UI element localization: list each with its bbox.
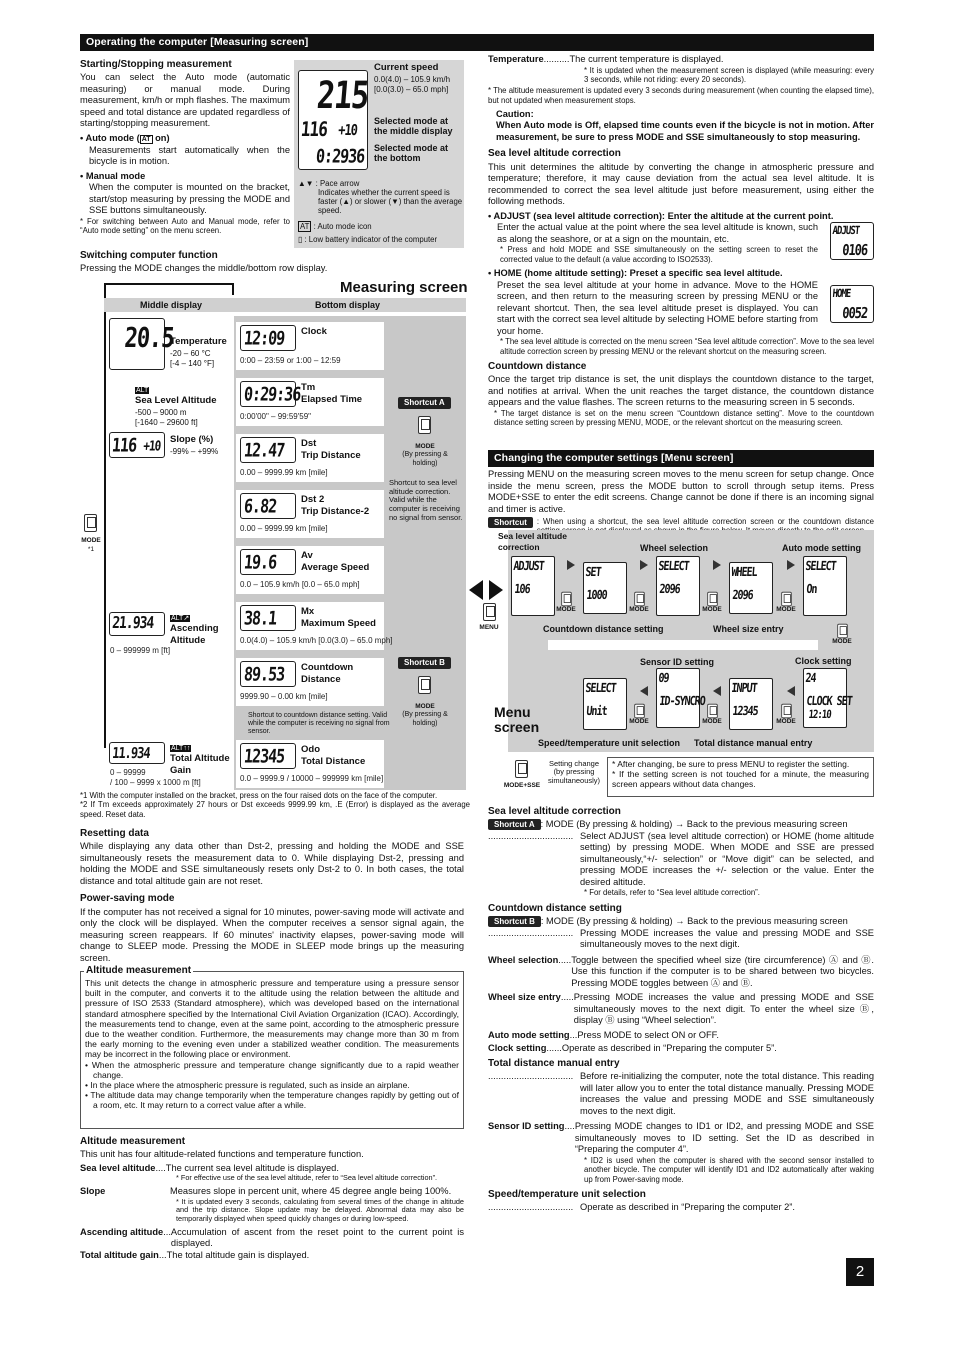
- middle-display-label: Selected mode at the middle display: [374, 116, 453, 137]
- menu-mode-label: MODE: [832, 638, 852, 645]
- start-stop-text: You can select the Auto mode (automatic measuring) or manual mode. During measurement, km/h or mph flashes. The maximum speed and total distance are updated regardless of starting/stopping measurement.: [80, 72, 290, 129]
- menu-button-label: MENU: [479, 624, 499, 631]
- bottom-item-lcd: 12:09: [240, 325, 296, 351]
- bottom-item-label: Odo Total Distance: [301, 744, 366, 767]
- auto-mode-text: Measurements start automatically when the bicycle is in motion.: [89, 144, 290, 167]
- menu-label-sla: Sea level altitude correction: [498, 531, 567, 552]
- total-gain-lcd: 11.934: [109, 742, 165, 764]
- total-gain-range2: / 100 – 9999 x 1000 m [ft]: [110, 778, 201, 787]
- bottom-item-lcd: 89.53: [240, 661, 296, 687]
- menu-arrow: [567, 560, 575, 570]
- side-mode-button[interactable]: [84, 514, 97, 532]
- start-stop-title: Starting/Stopping measurement: [80, 59, 232, 70]
- shortcut-a-note: Shortcut to sea level altitude correction. Valid while the computer is receiving no signal from sensor.: [389, 478, 463, 522]
- page-number: 2: [846, 1258, 874, 1286]
- menu-mode-label: MODE: [629, 606, 649, 613]
- slope-lcd: 116 +10: [109, 432, 165, 458]
- menu-mode-button[interactable]: [634, 592, 644, 606]
- auto-mode-title: • Auto mode ( AT on): [80, 132, 170, 143]
- temperature-item: Temperature -20 – 60 °C [-4 – 140 °F]: [170, 336, 227, 369]
- mode-button-icon-b[interactable]: [418, 676, 431, 694]
- menu-label-total-dist: Total distance manual entry: [694, 738, 813, 748]
- menu-arrow-left: [469, 580, 483, 600]
- battery-legend: ▯ : Low battery indicator of the computer: [298, 235, 438, 244]
- main-lcd: 215 116 +10 0:2936: [298, 70, 368, 170]
- menu-mode-button[interactable]: [707, 592, 717, 606]
- home-lcd: HOME 0052: [830, 285, 874, 323]
- shortcut-a-tag: Shortcut A: [398, 397, 451, 409]
- menu-flow-line: [548, 640, 818, 650]
- menu-label-sensor: Sensor ID setting: [640, 657, 715, 667]
- measuring-screen-title: Measuring screen: [340, 279, 468, 296]
- bottom-item-range: 0:00 – 23:59 or 1:00 – 12:59: [240, 356, 341, 365]
- menu-arrow: [787, 560, 795, 570]
- auto-mode-icon: AT: [141, 135, 151, 143]
- menu-mode-label: MODE: [702, 606, 722, 613]
- menu-mode-button[interactable]: [837, 624, 847, 638]
- shortcut-b-tag: Shortcut B: [398, 657, 451, 669]
- pace-arrow-legend: ▲▼ : Pace arrow Indicates whether the current speed is faster (▲) or slower (▼) than the average speed.: [298, 179, 463, 215]
- bottom-item-label: Countdown Distance: [301, 662, 354, 685]
- bottom-item-range: 0.00 – 9999.99 km [mile]: [240, 468, 328, 477]
- menu-label-wheel-sel: Wheel selection: [640, 543, 709, 553]
- altitude-box: Altitude measurement This unit detects the change in atmospheric pressure and temperature using a pressure sensor built in the computer, and converts it to the altitude using the relation between the altitude and pressure of ISO 2533 (Standard atmosphere), which was developed based on the international standard atmosphere specified by the International Civil Aviation Organization (ICAO). Accordingly, the measurements tend to change, even at the same point, according to the atmospheric pressure due to the weather condition. Furthermore, the measurements may change more than 30 m from the early morning to the evening even under a stabilized weather condition. The measurements may be incorrect in the following place or environment. • When the atmospheric pressure and temperature change significantly due to a rapid weather change. • In the place where the atmospheric pressure is regulated, such as inside an airplane. • The altitude data may change temporarily when the temperature changes rapidly by getting out of a room, etc. It may return to a correct value after a while.: [80, 971, 464, 1129]
- menu-mode-button[interactable]: [634, 704, 644, 718]
- menu-arrow-right: [489, 580, 503, 600]
- menu-mode-button[interactable]: [707, 704, 717, 718]
- section-header-measuring: Operating the computer [Measuring screen]: [80, 34, 874, 51]
- manual-mode-text: When the computer is mounted on the bracket, start/stop measuring by pressing the MODE and SSE buttons simultaneously.: [89, 182, 290, 216]
- middle-display-header: Middle display: [140, 300, 203, 310]
- menu-arrow: [640, 560, 648, 570]
- start-stop-section: [80, 54, 290, 235]
- bottom-item-lcd: 12345: [240, 743, 296, 769]
- bottom-item-label: Clock: [301, 326, 327, 337]
- mode-button-icon[interactable]: [418, 416, 431, 434]
- footnotes: *1 With the computer installed on the bracket, press on the four raised dots on the face of the computer. *2 If Tm exceeds approximately 27 hours or Dst exceeds 9999.99 km, .E (Error) is displayed as the average speed. Reset data.: [80, 791, 470, 819]
- menu-mode-label: MODE: [776, 606, 796, 613]
- shortcut-a-mode: MODE: [415, 443, 435, 450]
- bottom-item-lcd: 6.82: [240, 493, 296, 519]
- bottom-item-lcd: 12.47: [240, 437, 296, 463]
- menu-header: Changing the computer settings [Menu screen]: [488, 450, 874, 467]
- bottom-item-label: Mx Maximum Speed: [301, 606, 376, 629]
- total-gain-range1: 0 – 99999: [110, 768, 146, 777]
- menu-lcd: SET 1000: [583, 562, 627, 614]
- switching-section: [80, 245, 470, 275]
- setting-change-label: Setting change (by pressing simultaneously): [547, 759, 601, 785]
- menu-lcd: INPUT 12345: [729, 678, 773, 730]
- menu-label-wheel-size: Wheel size entry: [713, 624, 784, 634]
- menu-details: Sea level altitude correction Shortcut A : MODE (By pressing & holding) → Back to the previous measuring screen ................................. Select ADJUST (sea level altitude correction) or HOME (home altitude setting) by pressing MODE. When MODE and SSE are pressed simultaneously,“+/- selection” or “Move digit” can be selected, and pressing MODE increases the +/- selection or the value. Enter the desired altitude. * For details, refer to “Sea level altitude correction”. Countdown distance setting Shortcut B : MODE (By pressing & holding) → Back to the previous measuring screen ................................. Pressing MODE increases the value and pressing MODE and SSE simultaneously moves to the next digit. Wheel selection ..... Toggle between the specified wheel size (tire circumference) Ⓐ and Ⓑ. Use this function if the computer is to be shared between two bicycles. Pressing MODE toggles between Ⓐ and Ⓑ. Wheel size entry ..... Pressing MODE increases the value and pressing MODE and SSE simultaneously moves to the next digit. To enter the wheel size Ⓑ, display Ⓑ using “Wheel selection”. Auto mode setting ... Press MODE to select ON or OFF. Clock setting ...... Operate as described in “Preparing the computer 5”. Total distance manual entry ................................. Before re-initializing the computer, note the total distance. This reading will later allow you to enter the total distance manually. Pressing MODE increases the value and pressing MODE and SSE simultaneously moves to the next digit. Sensor ID setting .... Pressing MODE changes to ID1 or ID2, and pressing MODE and SSE simultaneously moves to ID setting. Set the ID as described in “Preparing the computer 4”. * ID2 is used when the computer is shared with the second sensor installed to another bicycle. The computer will identify ID1 and ID2 automatically after waking up from Power-saving mode. Speed/temperature unit selection ................................. Operate as described in “Preparing the computer 2”.: [488, 806, 874, 1213]
- current-speed-label: Current speed 0.0(4.0) – 105.9 km/h [0.0(3.0) – 65.0 mph]: [374, 62, 451, 95]
- ascending-altitude-item: ALT↗ Ascending Altitude: [170, 615, 219, 646]
- menu-label-cd-set: Countdown distance setting: [543, 624, 664, 634]
- menu-lcd: 09 ID-SYNCRO: [656, 668, 700, 728]
- bottom-item-range: 9999.90 – 0.00 km [mile]: [240, 692, 328, 701]
- slope-item: Slope (%) -99% – +99%: [170, 434, 219, 456]
- side-mode-star: *1: [87, 546, 95, 553]
- bottom-item-label: Dst 2 Trip Distance-2: [301, 494, 370, 517]
- shortcut-tag: Shortcut: [488, 517, 533, 528]
- mode-sse-button-icon[interactable]: [515, 760, 528, 778]
- menu-lcd: ADJUST 106: [511, 556, 555, 616]
- bottom-item-label: Dst Trip Distance: [301, 438, 361, 461]
- mode-sse-label: MODE+SSE: [503, 782, 541, 789]
- total-altitude-gain-item: ALT↑↑ Total Altitude Gain: [170, 745, 230, 776]
- switching-text: Pressing the MODE changes the middle/bottom row display.: [80, 263, 328, 274]
- auto-icon-legend: AT : Auto mode icon: [300, 222, 372, 231]
- bottom-item-range: 0:00'00" – 99:59'59": [240, 412, 312, 421]
- switch-note: * For switching between Auto and Manual mode, refer to “Auto mode setting” on the menu screen.: [80, 216, 290, 236]
- bottom-item-lcd: 38.1: [240, 605, 296, 631]
- bottom-item-range: 0.00 – 9999.99 km [mile]: [240, 524, 328, 533]
- resetting-section: Resetting data While displaying any data other than Dst-2, pressing and holding the MODE and SSE simultaneously resets the measurement data to 0. While displaying Dst-2, pressing and holding the MODE and SSE simultaneously resets only Dst-2 to 0. In both cases, the total distance and total altitude gain are not reset. Power-saving mode If the computer has not received a signal for 10 minutes, power-saving mode will activate and only the clock will be displayed. When the computer receives a sensor signal again, the measuring screen reappears. If 60 minutes' inactivity elapses, power-saving mode will change to SLEEP mode. Pressing the MODE in SLEEP mode brings up the measuring screen.: [80, 828, 464, 963]
- after-change-notes: * After changing, be sure to press MENU to register the setting. * If the setting screen is not touched for a minute, the measuring screen appears without data changes.: [607, 757, 874, 797]
- menu-mode-label: MODE: [629, 718, 649, 725]
- temperature-lcd: 20.5: [109, 318, 165, 370]
- sea-level-altitude-item: ALT Sea Level Altitude -500 – 9000 m [-1640 – 29600 ft]: [135, 387, 217, 428]
- menu-lcd: 24 CLOCK SET 12:10: [803, 668, 847, 728]
- bottom-item-label: Av Average Speed: [301, 550, 370, 573]
- bottom-item-range: 0.0 – 9999.9 / 10000 – 999999 km [mile]: [240, 774, 384, 783]
- manual-mode-title: • Manual mode: [80, 170, 146, 181]
- menu-mode-button[interactable]: [781, 704, 791, 718]
- menu-label-clock: Clock setting: [795, 656, 852, 666]
- menu-button-icon[interactable]: [483, 603, 496, 621]
- bottom-display-header: Bottom display: [315, 300, 381, 310]
- bottom-item-lcd: 19.6: [240, 549, 296, 575]
- menu-lcd: SELECT Unit: [583, 678, 627, 730]
- menu-lcd: WHEEL 2096: [729, 562, 773, 614]
- adjust-lcd: ADJUST 0106: [830, 222, 874, 260]
- altitude-measurement-section: Altitude measurement This unit has four altitude-related functions and temperature function. Sea level altitude .... The current sea level altitude is displayed. * For effective use of the sea level altitude, refer to “Sea level altitude correction”. Slope Measures slope in percent unit, where 45 degree angle being 100%. * It is updated every 3 seconds, calculating from several times of the change in altitude and the trip distance. Slope update may be delayed. Abnormal data may also be temporarily displayed when speed quickly changes or during low-speed. Ascending altitude ... Accumulation of ascent from the reset point to the current point is displayed. Total altitude gain ... The total altitude gain is displayed.: [80, 1136, 464, 1260]
- shortcut-b-pressing: (By pressing & holding): [402, 711, 448, 727]
- shortcut-a-pressing: (By pressing & holding): [402, 451, 448, 467]
- menu-lcd: SELECT On: [803, 556, 847, 616]
- bottom-item-lcd: 0:29:36: [240, 381, 296, 407]
- menu-mode-button[interactable]: [781, 592, 791, 606]
- bottom-item-range: 0.0 – 105.9 km/h [0.0 – 65.0 mph]: [240, 580, 360, 589]
- battery-icon: ▯: [298, 235, 303, 244]
- bottom-display-label: Selected mode at the bottom: [374, 143, 449, 164]
- bottom-item-label: Tm Elapsed Time: [301, 382, 363, 405]
- shortcut-b-note: Shortcut to countdown distance setting. Valid while the computer is receiving no signal from sensor.: [248, 712, 390, 736]
- menu-arrow: [640, 686, 648, 696]
- menu-screen-title: Menu screen: [494, 704, 540, 736]
- pace-arrow-icon: ▲▼: [298, 179, 314, 188]
- menu-arrow: [713, 686, 721, 696]
- ascending-range: 0 – 999999 m [ft]: [110, 646, 171, 655]
- ascending-lcd: 21.934: [109, 612, 165, 636]
- menu-mode-label: MODE: [556, 606, 576, 613]
- menu-label-auto: Auto mode setting: [782, 543, 861, 553]
- switching-title: Switching computer function: [80, 250, 218, 261]
- menu-label-speed-temp: Speed/temperature unit selection: [538, 738, 681, 748]
- bottom-item-range: 0.0(4.0) – 105.9 km/h [0.0(3.0) – 65.0 mph]: [240, 636, 393, 645]
- menu-arrow: [787, 686, 795, 696]
- auto-mode-icon: AT: [300, 222, 310, 231]
- menu-mode-label: MODE: [776, 718, 796, 725]
- shortcut-b-mode: MODE: [415, 703, 435, 710]
- menu-arrow: [713, 560, 721, 570]
- side-mode-label: MODE: [81, 537, 101, 544]
- right-top-section: Temperature .......... The current temperature is displayed. * It is updated when the measurement screen is displayed (while measuring: every 3 seconds, while not riding: every 20 seconds). * The altitude measurement is updated every 3 seconds during measurement (when counting the elapsed time), but not updated when measurement stops. Caution: When Auto mode is Off, elapsed time counts even if the bicycle is not in motion. After measurement, be sure to press MODE and SSE simultaneously to stop measuring. Sea level altitude correction This unit determines the altitude by converting the change in atmospheric pressure and temperature; therefore, it may cause deviation from the actual sea level altitude. It is recommended to correct the sea level altitude just before measurement, using either the following methods. • ADJUST (sea level altitude correction): Enter the altitude at the current point. Enter the actual value at the point where the sea level altitude is known, such as along the seashore, or at a sign on the mountain, etc. * Press and hold MODE and SSE simultaneously on the setting screen to reset the corrected value to the default (a value according to ISO2533). • HOME (home altitude setting): Preset a specific sea level altitude. Preset the sea level altitude at your home in advance. Move to the HOME screen, and then return to the measuring screen by pressing MENU or the relevant shortcut. Then, the sea level altitude preset is displayed. You can start with the correct sea level altitude by selecting HOME before starting from your home. * The sea level altitude is corrected on the menu screen “Sea level altitude correction”. Move to the sea level altitude correction screen by pressing MENU or the relevant shortcut on the measuring screen. Countdown distance Once the target trip distance is set, the unit displays the countdown distance to the target, and notifies at arrival. When the unit reaches the target distance, the countdown distance appears and the value flashes. The screen returns to the measuring screen in 5 seconds. * The target distance is set on the menu screen “Countdown distance setting”. Move to the countdown distance setting screen by pressing MENU, MODE, or the relevant shortcut on the measuring screen.: [488, 54, 874, 428]
- menu-intro: Pressing MENU on the measuring screen moves to the menu screen for setup change. Once inside the menu screen, press the MODE button to scroll through setup items. Press MODE+SSE to enter the edit screens. Change cannot be done if there is an incoming signal and timer is active. Shortcut : When using a shortcut, the sea level altitude correction screen or the countdown distance: [488, 469, 874, 528]
- menu-mode-button[interactable]: [561, 592, 571, 606]
- menu-lcd: SELECT 2096: [656, 556, 700, 616]
- menu-mode-label: MODE: [702, 718, 722, 725]
